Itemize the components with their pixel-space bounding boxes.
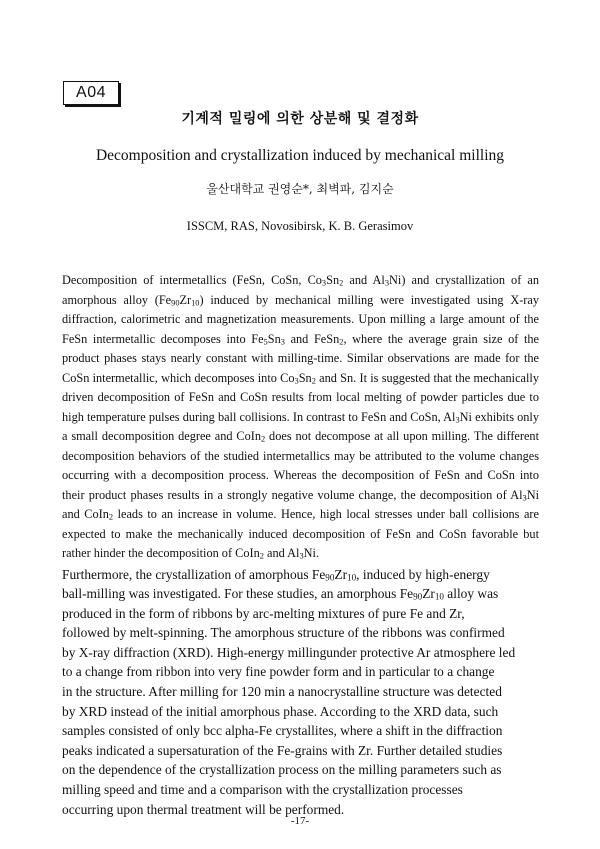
title-korean: 기계적 밀링에 의한 상분해 및 결정화 [181, 111, 419, 127]
abstract-paragraph-2 [62, 565, 539, 820]
text-line: followed by melt-spinning. The amorphous structure of the ribbons was confirmed [62, 625, 505, 641]
text-line: Furthermore, the crystallization of amorphous $Fe_{90}Zr_{10}$, induced by high-energy [62, 566, 490, 582]
abstract-paragraph-1: Decomposition of intermetallics (FeSn, CoSn, $Co_3Sn_2$ and $Al_3Ni$) and crystallization of an amorphous alloy $(Fe_{90}Zr_{10})$ induced by mechanical milling were investigated using X-ray diffraction, calorimetric and magnetization measurements. Upon milling a large amount of the FeSn intermetallic decomposes into $Fe_5Sn_3$ and FeSn$_2$, where the average grain size of the product phases stays nearly constant with milling-time. Similar observations are made for the CoSn intermetallic, which decomposes into $Co_3Sn_2$ and Sn. It is suggested that the mechanically driven decomposition of FeSn and CoSn results from local melting of powder particles due to high temperature pulses during ball collisions. In contrast to FeSn and CoSn, $Al_3Ni$ exhibits only a small decomposition degree and CoIn$_2$ does not decompose at all upon milling. The different decomposition behaviors of the studied intermetallics may be attributed to the volume changes occurring with a decomposition process. Whereas the decomposition of FeSn and CoSn into their product phases results in a strongly negative volume change, the decomposition of $Al_3Ni$ and CoIn$_2$ leads to an increase in volume. Hence, high local stresses under ball collisions are expected to make the mechanically induced decomposition of FeSn and CoSn favorable but rather hinder the decomposition of CoIn$_2$ and $Al_3Ni$. [62, 273, 539, 561]
text-line: on the dependence of the crystallization process on the milling parameters such as [62, 762, 502, 778]
text-line: ball-milling was investigated. For these studies, an amorphous $Fe_{90}Zr_{10}$ alloy was [62, 586, 499, 602]
text-line: milling speed and time and a comparison with the crystallization processes [62, 782, 463, 798]
abstract-body [62, 271, 539, 819]
authors-english: ISSCM, RAS, Novosibirsk, K. B. Gerasimov [186, 219, 414, 233]
page-number: -17- [290, 815, 310, 827]
text-line: samples consisted of only bcc alpha-Fe crystallites, where a shift in the diffraction [62, 723, 503, 739]
text-line: in the structure. After milling for 120 min a nanocrystalline structure was detected [62, 684, 502, 700]
text-line: produced in the form of ribbons by arc-melting mixtures of pure Fe and Zr, [62, 605, 465, 621]
text-line: to a change from ribbon into very fine powder form and in particular to a change [62, 664, 495, 680]
text-line: peaks indicated a supersaturation of the Fe-grains with Zr. Further detailed studies [62, 742, 503, 758]
authors-korean: 울산대학교 권영순*, 최벽파, 김지순 [206, 182, 394, 196]
title-english: Decomposition and crystallization induced by mechanical milling [95, 147, 505, 164]
text-line: by XRD instead of the initial amorphous phase. According to the XRD data, such [62, 703, 499, 719]
text-line: by X-ray diffraction (XRD). High-energy millingunder protective Ar atmosphere led [62, 644, 516, 660]
abstract-code-label: A04 [63, 81, 119, 105]
text-line: occurring upon thermal treatment will be performed. [62, 801, 345, 817]
